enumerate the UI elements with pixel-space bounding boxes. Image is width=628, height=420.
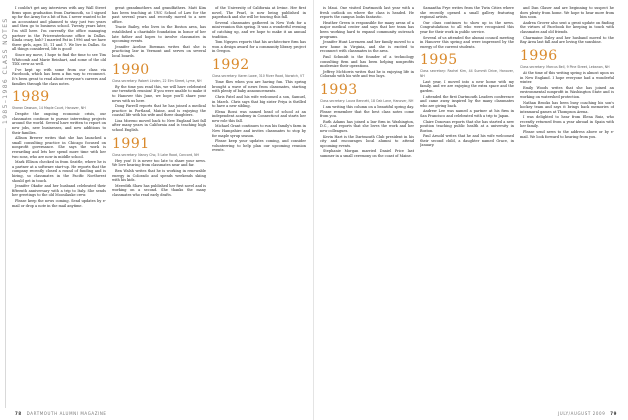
page-number-left: 78 <box>15 411 22 416</box>
class-year-heading: 1990 <box>112 61 150 78</box>
class-note-paragraph: Lisa Moreno moved back to New England last fall after many years in California and is teaching high school English. <box>112 118 206 133</box>
column-5 <box>420 6 514 406</box>
class-year-heading: 1989 <box>12 89 50 106</box>
class-secretary-contact: Class secretary: Laura Bennett, 18 Oak Lane, Hanover, NH <box>320 98 414 103</box>
class-note-paragraph: I attended the first Dartmouth Leaders conference and came away inspired by the many classmates who are giving back. <box>420 94 514 108</box>
class-note-paragraph: Tracie Bailey, who lives in the Boston area, has established a charitable foundation in honor of her late father and hopes to involve classmates in upcoming events. <box>112 25 206 44</box>
publication-name: DARTMOUTH ALUMNI MAGAZINE <box>26 411 107 416</box>
class-note-paragraph: Last year, I moved into a new home with my family, and we are enjoying the extra space and the garden. <box>420 79 514 93</box>
class-note-paragraph: Jennifer Okafor and her husband celebrated their fifteenth anniversary with a trip to Italy. She sends her greetings to the old Moosilauke crew. <box>12 184 106 198</box>
class-note-paragraph: Charmaine Daley and her husband moved to the Bay Area last fall and are loving the sunshine. <box>520 35 614 45</box>
issue-date: JULY/AUGUST 2009 <box>558 411 606 416</box>
class-note-paragraph: I've kept up with some from our class via Facebook, which has been a fun way to reconnect. It's been great to read about everyone's careers and families through the class notes. <box>12 67 106 86</box>
class-note-paragraph: Paul Arnold writes that he and his wife welcomed their second child, a daughter named Grace, in January. <box>420 134 514 148</box>
class-note-paragraph: Emily Woods writes that she has joined an environmental nonprofit in Washington State and is working on watershed protection. <box>520 85 614 99</box>
class-note-paragraph: Kevin Hart is the Dartmouth Club president in his city and encourages local alumni to attend upcoming events. <box>320 134 414 148</box>
class-note-paragraph: I was delighted to hear from Elena Ruiz, who recently returned from a year abroad in Spain with her family. <box>520 115 614 129</box>
class-note-paragraph: Paul Schmidt is the founder of a technology consulting firm and has been helping nonprofits modernize their operations. <box>320 54 414 69</box>
column-1 <box>12 6 106 406</box>
class-note-paragraph: Jennifer Aceline Bowman writes that she is practicing law in Vermont and serves on several local boards. <box>112 44 206 58</box>
class-secretary-contact: Class secretary: Karen Lowe, 310 River Road, Norwich, VT <box>212 73 305 78</box>
column-2 <box>112 6 206 406</box>
class-note-paragraph: is Maui. One visited Dartmouth last year with a fresh outlook on where the class is headed. He reports the campus looks fantastic. <box>320 6 414 20</box>
class-note-paragraph: Elena Rossi was named head of school at an independent academy in Connecticut and starts her new role this fall. <box>212 109 306 123</box>
class-secretary-contact: Class secretary: Nancy Cho, 5 Lake Road, Concord, NH <box>112 152 199 157</box>
class-secretary-contact: Sharon Dawson, 14 Maple Court, Hanover, NH <box>12 106 86 111</box>
class-year-heading: 1991 <box>112 135 150 152</box>
class-note-paragraph: Despite the ongoing economic crisis, our classmates continue to pursue interesting projects around the world. Several have written to report on new jobs, new businesses, and new additions to their families. <box>12 112 106 135</box>
class-note-paragraph: Andrea Grover also sent a great update on finding the virtues of Facebook for keeping in touch with classmates and old friends. <box>520 20 614 34</box>
class-note-paragraph: By the time you read this, we will have celebrated our twentieth reunion! If you were unable to make it to Hanover this June, we hope you'll share your news with us here. <box>112 84 206 103</box>
class-note-paragraph: Stephanie Morgan married Daniel Price last summer in a small ceremony on the coast of Maine. <box>320 149 414 159</box>
class-secretary-contact: Class secretary: Marcus Bell, 9 Pine Street, Lebanon, NH <box>520 64 610 69</box>
column-4 <box>320 6 414 406</box>
class-note-paragraph: Since my move, I hope to find the time to see Tim Whitcomb and Marie Reinhart, and some of the old TDX crew as well. <box>12 52 106 67</box>
class-note-paragraph: Chris Patel and his wife welcomed a son, Samuel, in March. Chris says that big sister Priya is thrilled to have a new sibling. <box>212 94 306 109</box>
class-note-paragraph: Several classmates gathered in New York for a mini-reunion this spring. It was a wonderful evening of catching up, and we hope to make it an annual tradition. <box>212 20 306 39</box>
class-note-paragraph: Heather Green is responsible for many areas of a major medical center and says that her team has been working hard to expand community outreach programs. <box>320 20 414 39</box>
class-note-paragraph: Nathan Brooks has been busy coaching his son's hockey team and says it brings back memories of intramural games at Thompson Arena. <box>520 100 614 114</box>
class-year-heading: 1992 <box>212 56 250 73</box>
class-note-paragraph: Andrew Lee was named a partner at his firm in San Francisco and celebrated with a trip to Japan. <box>420 109 514 118</box>
class-note-paragraph: Mark Ellison checked in from Seattle, where he is a partner at a software start-up. He reports that the company recently closed a round of funding and is hiring, so classmates in the Pacific Northwest should get in touch. <box>12 160 106 183</box>
class-secretary-contact: Class secretary: Robert Linden, 22 Elm Street, Lyme, NH <box>112 78 202 83</box>
class-note-paragraph: I couldn't get any interviews with any Wall Street firms upon graduation from Dartmouth, so I signed up for the Army for a bit of fun. I never wanted to be an accountant and planned to stay just two years and then go to business school. Twenty years later, I'm still here. I'm currently the office managing partner in the Pricewaterhouse office in Dallas. Kinda crazy, huh? I married Pat in 1996 and we have three girls, ages 15, 11 and 7. We live in Dallas. So all things considered, life is good! <box>12 6 106 52</box>
class-note-paragraph: Several of us attended the alumni council meeting in Hanover this spring and were impressed by the energy of the current students. <box>420 35 514 49</box>
page-number-right: 79 <box>610 411 617 416</box>
class-note-paragraph: Please keep your updates coming, and consider volunteering to help plan our upcoming reunion events. <box>212 139 306 153</box>
class-note-paragraph: Jeffrey McMorris writes that he is enjoying life in Colorado with his wife and two boys. <box>320 69 414 79</box>
class-note-paragraph: Time flies when you are having fun. This spring brought a wave of news from classmates, starting with plenty of baby announcements. <box>212 80 306 94</box>
class-note-paragraph: Tom Nguyen reports that his architecture firm has won a design award for a community library project in Oregon. <box>212 40 306 54</box>
right-page <box>314 0 628 420</box>
class-note-paragraph: and Dan Glaser and are beginning to suspect he does plenty from home. We hope to hear more from him soon. <box>520 6 614 20</box>
class-year-heading: 1993 <box>320 81 358 98</box>
class-note-paragraph: Ben Walsh writes that he is working in renewable energy in Colorado and spends weekends skiing with his kids. <box>112 169 206 183</box>
class-note-paragraph: Please send news to the address above or by e-mail. We look forward to hearing from you. <box>520 130 614 139</box>
class-note-paragraph: of the University of California at Irvine. Her first novel, The Pearl, is now being published in paperback and she will be touring this fall. <box>212 6 306 20</box>
class-secretary-contact: Class secretary: Rachel Kim, 44 Summit Drive, Hanover, NH <box>420 69 514 78</box>
class-note-paragraph: Meredith Shaw has published her first novel and is working on a second. She thanks the many classmates who read early drafts. <box>112 183 206 198</box>
class-note-paragraph: Our class continues to show up in the news. Congratulations to all who were recognized this year for their work in public service. <box>420 20 514 34</box>
class-note-paragraph: At the time of this writing spring is almost upon us in New England. I hope everyone had a wonderful winter. <box>520 70 614 85</box>
class-note-paragraph: Claire Donovan reports that she has started a new position teaching public health at a university in Boston. <box>420 119 514 133</box>
class-note-paragraph: great grandmothers and grandfathers. Matt Kim has been teaching at UNC School of Law for the past several years and recently moved to a new office. <box>112 6 206 24</box>
footer-left <box>12 411 107 416</box>
class-year-heading: 1996 <box>520 47 558 64</box>
class-note-paragraph: Ruth Adams has joined a law firm in Washington, D.C., and reports that she loves the work and her new colleagues. <box>320 119 414 134</box>
class-note-paragraph: Michael Grant continues to run his family's farm in New Hampshire and invites classmates to stop by for maple syrup season. <box>212 124 306 138</box>
class-note-paragraph: Samantha Frye writes from the Twin Cities where she recently opened a small gallery featuring regional artists. <box>420 6 514 20</box>
class-note-paragraph: I am writing this column on a beautiful spring day. Please remember that the best class notes come from you. <box>320 105 414 119</box>
section-side-label: 1985–1986 CLASS NOTES <box>2 17 9 124</box>
footer-right <box>558 411 620 416</box>
class-year-heading: 1995 <box>420 52 458 69</box>
side-rule <box>5 128 6 408</box>
class-note-paragraph: Doug Farrell reports that he has joined a medical practice in Portland, Maine, and is enjoying the coastal life with his wife and three daughters. <box>112 104 206 118</box>
column-6 <box>520 6 614 406</box>
column-3 <box>212 6 306 406</box>
class-note-paragraph: Hey you! It is never too late to share your news. We love hearing from classmates near and far. <box>112 158 206 168</box>
class-note-paragraph: Allison Brewer writes that she has launched a small consulting practice in Chicago focused on nonprofit governance. She says the work is rewarding and lets her spend more time with her two sons, who are now in middle school. <box>12 136 106 159</box>
class-note-paragraph: Jennifer Hunt Lorenzen and her family moved to a new home in Virginia, and she is excited to reconnect with classmates in the area. <box>320 40 414 54</box>
class-note-paragraph: Please keep the news coming. Send updates by e-mail or drop a note in the mail anytime. <box>12 198 106 208</box>
